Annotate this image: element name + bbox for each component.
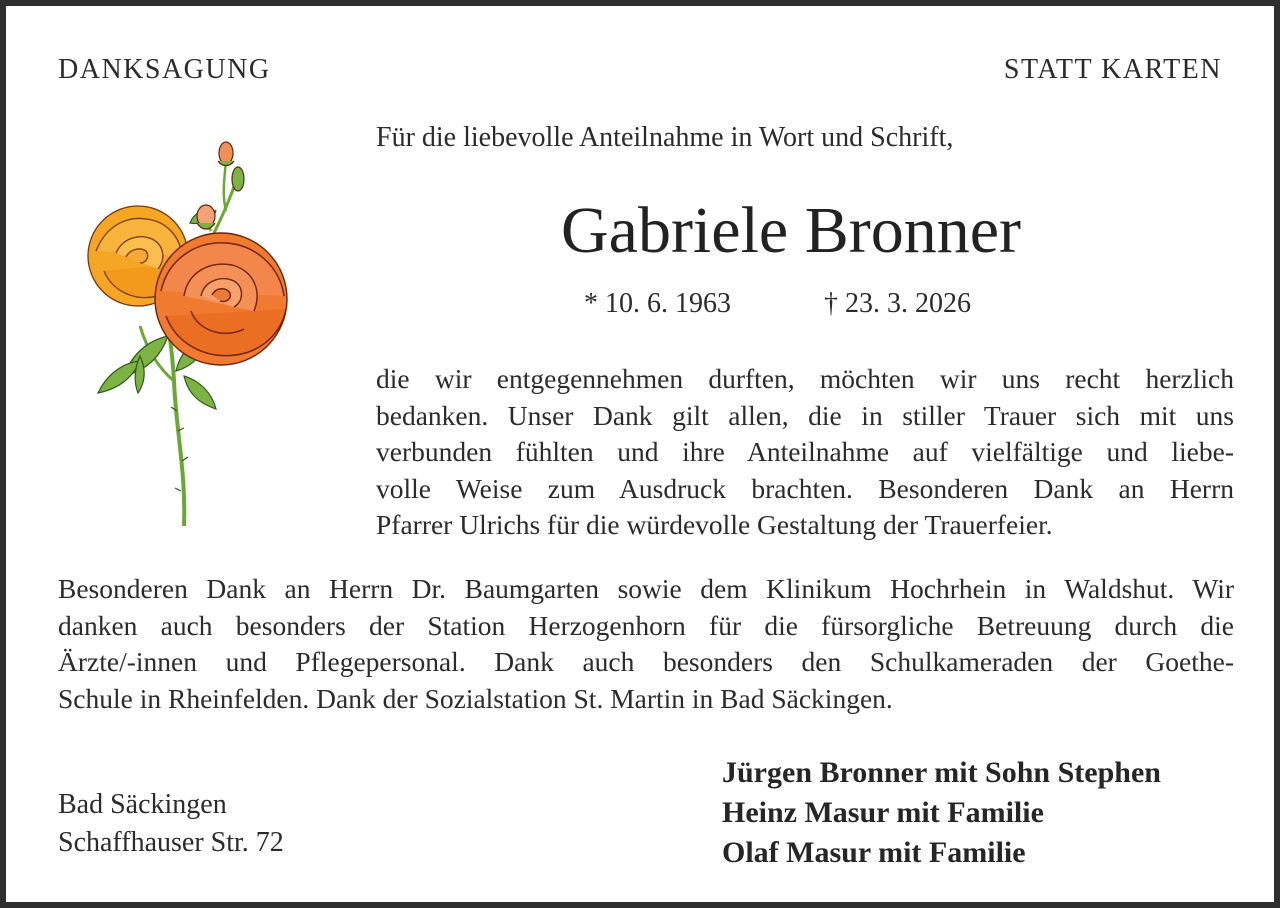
address-city: Bad Säckingen (58, 789, 227, 820)
intro-line: Für die liebevolle Anteilnahme in Wort und Schrift, (376, 122, 954, 153)
signature-block (722, 753, 1161, 873)
paragraph-line: verbunden fühlten und ihre Anteilnahme auf vielfältige und liebe- (376, 436, 1234, 467)
paragraph-line: Pfarrer Ulrichs für die würdevolle Gestaltung der Trauerfeier. (376, 509, 1053, 540)
paragraph-line: bedanken. Unser Dank gilt allen, die in stiller Trauer sich mit uns (376, 399, 1234, 431)
paragraph-line: Besonderen Dank an Herrn Dr. Baumgarten sowie dem Klinikum Hochrhein in Waldshut. Wir (58, 573, 1234, 604)
paragraph-line: volle Weise zum Ausdruck brachten. Besonderen Dank an Herrn (376, 472, 1234, 504)
signature-line: Olaf Masur mit Familie (722, 836, 1026, 869)
address-block (58, 786, 284, 862)
header-title: DANKSAGUNG (58, 54, 271, 85)
paragraph-line: Schule in Rheinfelden. Dank der Sozialstation St. Martin in Bad Säckingen. (58, 682, 893, 714)
rose-illustration (76, 131, 306, 541)
signature-line: Jürgen Bronner mit Sohn Stephen (722, 756, 1161, 789)
deceased-name: Gabriele Bronner (561, 194, 1021, 267)
signature-line: Heinz Masur mit Familie (722, 796, 1044, 829)
death-date: † 23. 3. 2026 (824, 288, 971, 319)
special-thanks-paragraph (58, 571, 1234, 717)
birth-date: * 10. 6. 1963 (584, 288, 731, 319)
paragraph-line: die wir entgegennehmen durften, möchten wir uns recht herzlich (376, 363, 1234, 394)
paragraph-line: Ärzte/-innen und Pflegepersonal. Dank auch besonders den Schulkameraden der Goethe- (58, 646, 1234, 677)
paragraph-line: danken auch besonders der Station Herzogenhorn für die fürsorgliche Betreuung durch die (58, 609, 1234, 641)
address-street: Schaffhauser Str. 72 (58, 827, 284, 858)
header-note: STATT KARTEN (1003, 54, 1222, 85)
thanks-paragraph (376, 361, 1234, 544)
